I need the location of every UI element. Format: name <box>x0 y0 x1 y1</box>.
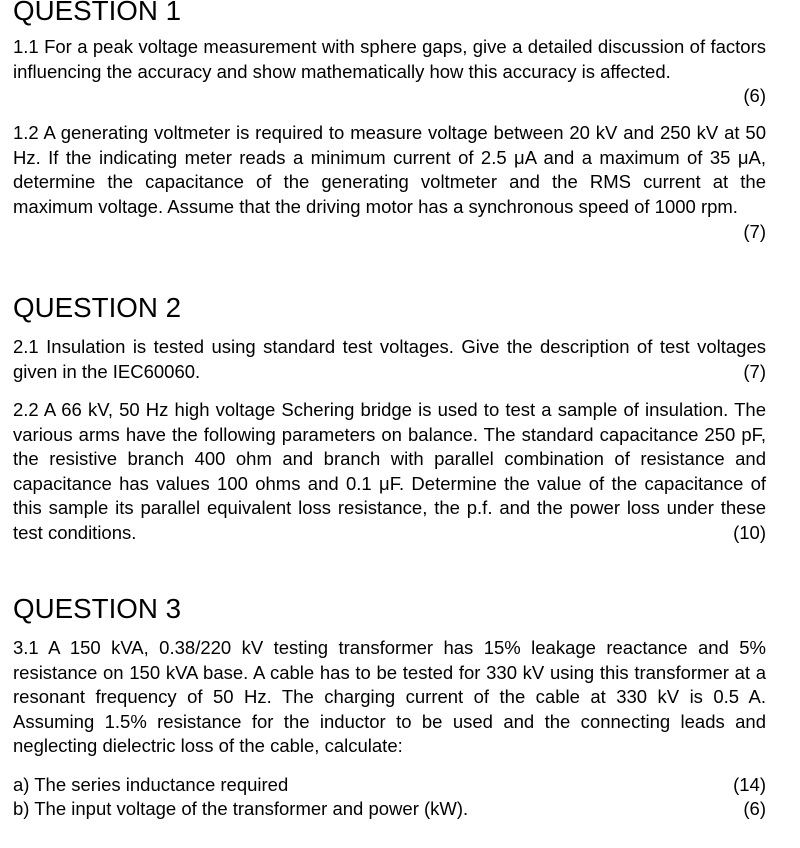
question-1-2-marks: (7) <box>743 221 766 242</box>
question-2-2-text: 2.2 A 66 kV, 50 Hz high voltage Schering bridge is used to test a sample of insulation. The various arms have the following parameters on balance. The standard capacitance 250 pF, the resistive branch 400 ohm and branch with parallel combination of resistance and capacitance has values 100 ohms and 0.1 μF. Determine the value of the capacitance of this sample its parallel equivalent loss resistance, the p.f. and the power loss under these test conditions. <box>13 399 766 543</box>
question-2-1-text: 2.1 Insulation is tested using standard test voltages. Give the description of test voltages given in the IEC60060. <box>13 336 766 382</box>
question-1-heading: QUESTION 1 <box>13 0 182 26</box>
part-a-marks: (14) <box>733 774 766 795</box>
part-a-text: a) The series inductance required <box>13 774 289 795</box>
part-b-marks: (6) <box>743 798 766 819</box>
question-1-1-marks: (6) <box>743 85 766 106</box>
question-3-part-a <box>13 773 766 797</box>
question-2-heading: QUESTION 2 <box>13 292 182 323</box>
question-3-heading: QUESTION 3 <box>13 593 182 624</box>
question-1-1 <box>13 35 766 106</box>
question-2-1 <box>13 335 766 384</box>
question-1-2 <box>13 121 766 242</box>
question-3-part-b <box>13 797 766 821</box>
part-b-text: b) The input voltage of the transformer and power (kW). <box>13 798 469 819</box>
question-3-1-text: 3.1 A 150 kVA, 0.38/220 kV testing transformer has 15% leakage reactance and 5% resistance on 150 kVA base. A cable has to be tested for 330 kV using this transformer at a resonant frequency of 50 Hz. The charging current of the cable at 330 kV is 0.5 A. Assuming 1.5% resistance for the inductor to be used and the connecting leads and neglecting dielectric loss of the cable, calculate: <box>13 637 766 757</box>
question-1-2-text: 1.2 A generating voltmeter is required to measure voltage between 20 kV and 250 kV at 50 Hz. If the indicating meter reads a minimum current of 2.5 μA and a maximum of 35 μA, determine the capacitance of the generating voltmeter and the RMS current at the maximum voltage. Assume that the driving motor has a synchronous speed of 1000 rpm. <box>13 122 766 217</box>
question-3-1 <box>13 636 766 759</box>
question-2-2-marks: (10) <box>733 522 766 543</box>
question-2-2 <box>13 398 766 546</box>
question-1-1-text: 1.1 For a peak voltage measurement with sphere gaps, give a detailed discussion of factors influencing the accuracy and show mathematically how this accuracy is affected. <box>13 36 766 82</box>
question-2-1-marks: (7) <box>743 361 766 382</box>
